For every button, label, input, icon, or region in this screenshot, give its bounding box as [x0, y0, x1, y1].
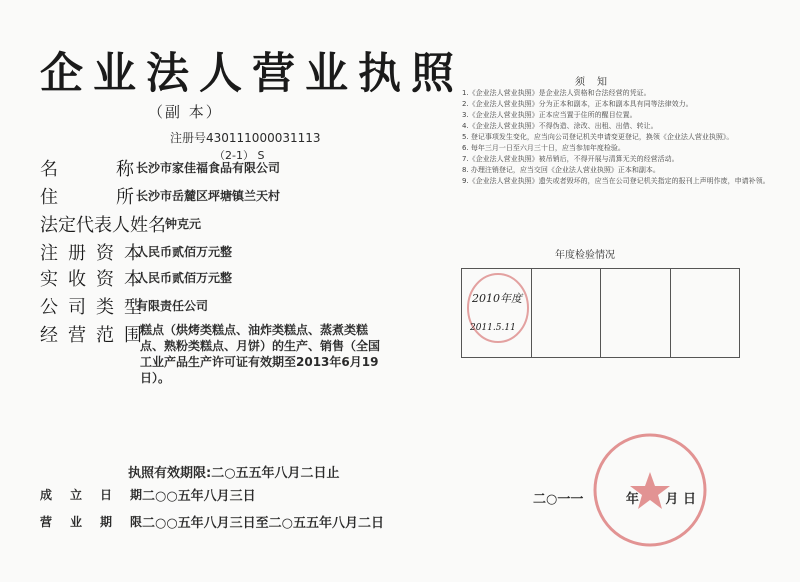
notice-item: 1.《企业法人营业执照》是企业法人资格和合法经营的凭证。 [462, 89, 651, 97]
business-scope-label: 经营范围 [40, 325, 152, 346]
annual-inspection-title: 年度检验情况 [555, 250, 615, 261]
notice-list [462, 88, 792, 187]
address-label-char1: 住 [40, 187, 58, 208]
inspection-cell [532, 269, 602, 357]
company-name: 长沙市家佳福食品有限公司 [136, 161, 281, 175]
issue-month: 年 [625, 492, 639, 507]
legal-rep-name: 钟克元 [165, 217, 202, 231]
notice-item: 4.《企业法人营业执照》不得伪造、涂改、出租、出借、转让。 [462, 122, 658, 130]
business-term-label: 营业期限 [40, 515, 161, 529]
address-label-char2: 所 [116, 187, 134, 208]
company-address: 长沙市岳麓区坪塘镇兰天村 [136, 189, 281, 203]
paid-capital-value: 人民币贰佰万元整 [136, 271, 233, 285]
inspection-cell [601, 269, 671, 357]
inspection-year: 2010年度 [472, 292, 522, 305]
company-type-label: 公司类型 [40, 297, 152, 318]
company-type-value: 有限责任公司 [136, 299, 209, 313]
license-title: 企业法人营业执照 [40, 49, 464, 99]
paid-capital-label: 实收资本 [40, 269, 152, 290]
notice-item: 7.《企业法人营业执照》被吊销后，不得开展与清算无关的经营活动。 [462, 155, 679, 163]
notice-item: 3.《企业法人营业执照》正本应当置于住所的醒目位置。 [462, 111, 637, 119]
registration-number: 注册号430111000031113 [170, 131, 321, 145]
official-seal [590, 430, 710, 550]
established-date-value: 二○○五年八月三日 [142, 489, 256, 504]
legal-rep-label: 法定代表人姓名 [40, 215, 166, 236]
issue-day: 月 日 [665, 492, 696, 507]
name-label-char2: 称 [116, 159, 134, 180]
copy-number: （2-1） S [214, 149, 265, 162]
inspection-stamp [464, 270, 530, 346]
copy-label: （副 本） [148, 103, 223, 121]
inspection-cell [671, 269, 740, 357]
name-label-char1: 名 [40, 159, 58, 180]
notice-item: 5. 登记事项发生变化，应当向公司登记机关申请变更登记，换领《企业法人营业执照》。 [462, 133, 734, 141]
notice-item: 8. 办理注销登记，应当交回《企业法人营业执照》正本和副本。 [462, 166, 660, 174]
inspection-date: 2011.5.11 [470, 323, 516, 333]
notice-item: 2.《企业法人营业执照》分为正本和副本，正本和副本具有同等法律效力。 [462, 100, 693, 108]
registered-capital-label: 注册资本 [40, 243, 152, 264]
notice-item: 6. 每年三月一日至六月三十日，应当参加年度检验。 [462, 144, 625, 152]
business-scope-value: 糕点（烘烤类糕点、油炸类糕点、蒸煮类糕点、熟粉类糕点、月饼）的生产、销售（全国工业产品生产许可证有效期至2013年6月19日）。 [140, 323, 381, 385]
notice-title: 须知 [575, 77, 619, 88]
established-date-label: 成立日期 [40, 488, 161, 502]
issue-year: 二○一一 [533, 492, 584, 507]
business-term-value: 二○○五年八月三日至二○五五年八月二日 [142, 516, 385, 531]
registered-capital-value: 人民币贰佰万元整 [136, 245, 233, 259]
validity-period: 执照有效期限:二○五五年八月二日止 [128, 466, 340, 481]
notice-item: 9.《企业法人营业执照》遗失或者毁坏的，应当在公司登记机关指定的报刊上声明作废，申请补领。 [462, 177, 770, 185]
